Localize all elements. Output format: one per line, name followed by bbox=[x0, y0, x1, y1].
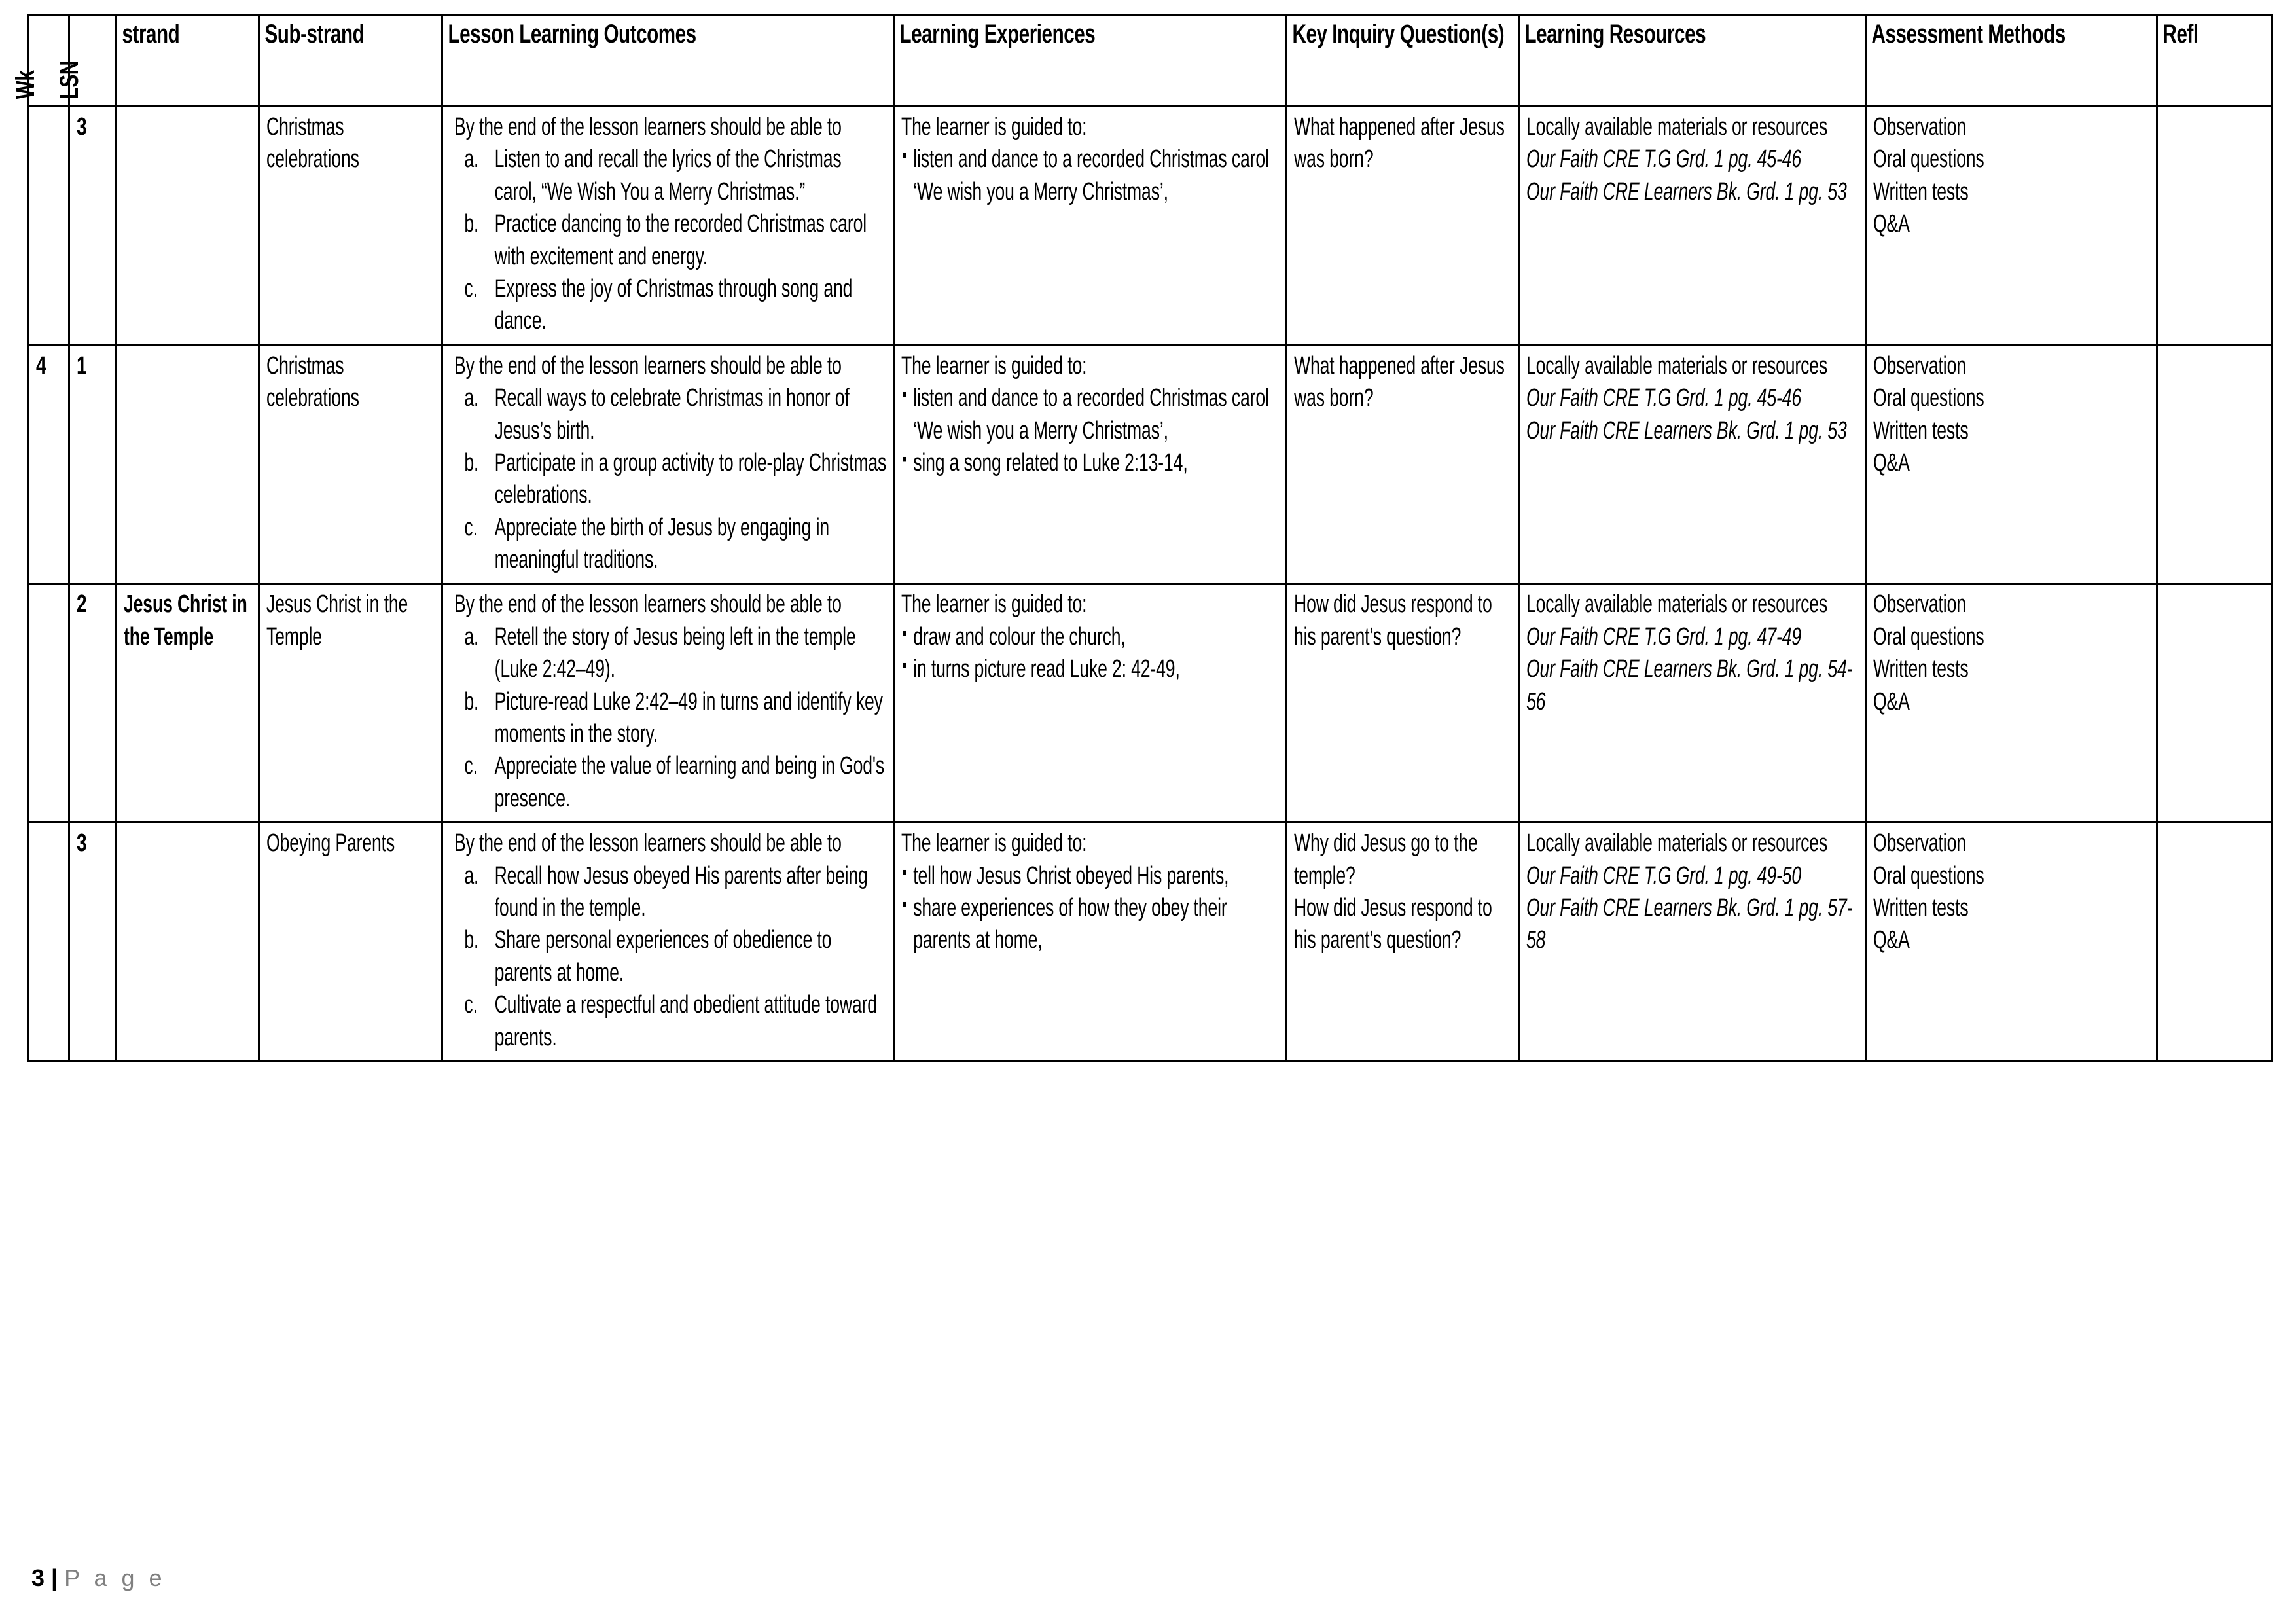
cell-reflection bbox=[2157, 823, 2272, 1062]
cell-week bbox=[29, 584, 69, 823]
assessment-method-item: Oral questions bbox=[1873, 145, 1984, 173]
inquiry-question-item: What happened after Jesus was born? bbox=[1294, 113, 1505, 173]
experiences-lead-text: The learner is guided to: bbox=[901, 590, 1087, 619]
sub-strand-value: Jesus Christ in the Temple bbox=[266, 590, 408, 651]
scheme-of-work-table bbox=[10, 14, 2273, 1062]
resources-lead-text: Locally available materials or resources bbox=[1526, 352, 1828, 380]
outcomes-list bbox=[450, 860, 888, 1054]
experience-item: ▪ draw and colour the church, bbox=[901, 621, 1281, 653]
outcome-item: Recall ways to celebrate Christmas in honor of Jesus’s birth. bbox=[494, 384, 850, 444]
outcomes-lead-text: By the end of the lesson learners should be able to bbox=[454, 352, 842, 380]
sub-strand-value: Christmas celebrations bbox=[266, 352, 359, 412]
column-header-sub-strand: Sub-strand bbox=[259, 16, 395, 107]
resource-reference: Our Faith CRE Learners Bk. Grd. 1 pg. 54-56 bbox=[1526, 655, 1853, 715]
lesson-number-value: 3 bbox=[77, 829, 87, 857]
cell-strand bbox=[117, 345, 259, 584]
table-header-row bbox=[29, 16, 2272, 107]
cell-lesson-number bbox=[69, 584, 117, 823]
cell-strand bbox=[117, 107, 259, 346]
column-header-strand: strand bbox=[117, 16, 222, 107]
column-header-learning-resources: Learning Resources bbox=[1519, 16, 1776, 107]
outcome-item: Picture-read Luke 2:42–49 in turns and identify key moments in the story. bbox=[494, 687, 883, 748]
column-header-wk: Wk bbox=[29, 16, 69, 107]
resources-lead-text: Locally available materials or resources bbox=[1526, 113, 1828, 141]
assessment-method-item: Oral questions bbox=[1873, 384, 1984, 412]
cell-learning-experiences bbox=[894, 345, 1287, 584]
experiences-list bbox=[901, 621, 1281, 686]
cell-sub-strand bbox=[259, 584, 442, 823]
page-footer bbox=[31, 1566, 166, 1590]
assessment-method-item: Written tests bbox=[1873, 893, 1969, 922]
inquiry-questions-list bbox=[1294, 111, 1513, 176]
assessment-method-item: Observation bbox=[1873, 590, 1966, 619]
footer-page-number: 3 bbox=[31, 1564, 45, 1591]
cell-key-inquiry-questions bbox=[1287, 584, 1519, 823]
assessment-method-item: Q&A bbox=[1873, 926, 1910, 954]
outcome-item: Appreciate the birth of Jesus by engaging in meaningful traditions. bbox=[494, 513, 830, 574]
experiences-list bbox=[901, 860, 1281, 957]
experience-item: ▪ share experiences of how they obey their parents at home, bbox=[901, 892, 1281, 957]
outcome-item: Listen to and recall the lyrics of the Christmas carol, “We Wish You a Merry Christmas.” bbox=[494, 145, 842, 206]
outcome-item: Appreciate the value of learning and being in God's presence. bbox=[494, 752, 884, 812]
column-header-learning-experiences: Learning Experiences bbox=[894, 16, 1185, 107]
cell-lesson-number bbox=[69, 107, 117, 346]
inquiry-questions-list bbox=[1294, 827, 1513, 957]
cell-learning-resources bbox=[1519, 345, 1866, 584]
experience-item: ▪ sing a song related to Luke 2:13-14, bbox=[901, 447, 1281, 479]
cell-assessment-methods bbox=[1866, 823, 2157, 1062]
outcome-item: Share personal experiences of obedience to parents at home. bbox=[494, 926, 832, 986]
assessment-method-item: Observation bbox=[1873, 829, 1966, 857]
experiences-list bbox=[901, 143, 1281, 208]
experience-item: ▪ listen and dance to a recorded Christmas carol ‘We wish you a Merry Christmas’, bbox=[901, 382, 1281, 447]
resource-reference: Our Faith CRE T.G Grd. 1 pg. 49-50 bbox=[1526, 861, 1802, 890]
assessment-method-item: Written tests bbox=[1873, 177, 1969, 206]
cell-lesson-learning-outcomes bbox=[442, 345, 894, 584]
cell-learning-resources bbox=[1519, 107, 1866, 346]
cell-learning-experiences bbox=[894, 107, 1287, 346]
assessment-method-item: Observation bbox=[1873, 352, 1966, 380]
cell-lesson-learning-outcomes bbox=[442, 584, 894, 823]
column-header-assessment-methods: Assessment Methods bbox=[1866, 16, 2081, 107]
experiences-lead-text: The learner is guided to: bbox=[901, 352, 1087, 380]
cell-learning-experiences bbox=[894, 823, 1287, 1062]
cell-lesson-number bbox=[69, 823, 117, 1062]
assessment-method-item: Written tests bbox=[1873, 655, 1969, 683]
assessment-method-item: Q&A bbox=[1873, 448, 1910, 477]
experience-item: ▪ listen and dance to a recorded Christmas carol ‘We wish you a Merry Christmas’, bbox=[901, 143, 1281, 208]
assessment-method-item: Q&A bbox=[1873, 210, 1910, 238]
resource-reference: Our Faith CRE T.G Grd. 1 pg. 45-46 bbox=[1526, 145, 1802, 173]
sub-strand-value: Christmas celebrations bbox=[266, 113, 359, 173]
inquiry-question-item: How did Jesus respond to his parent’s question? bbox=[1294, 590, 1492, 651]
resource-reference: Our Faith CRE Learners Bk. Grd. 1 pg. 53 bbox=[1526, 177, 1847, 206]
outcomes-list bbox=[450, 382, 888, 576]
inquiry-questions-list bbox=[1294, 350, 1513, 415]
assessment-methods-list bbox=[1873, 588, 2151, 718]
assessment-methods-list bbox=[1873, 827, 2151, 957]
experience-item: ▪ in turns picture read Luke 2: 42-49, bbox=[901, 653, 1281, 685]
resource-reference: Our Faith CRE Learners Bk. Grd. 1 pg. 57-58 bbox=[1526, 893, 1853, 954]
cell-reflection bbox=[2157, 584, 2272, 823]
outcome-item: Practice dancing to the recorded Christmas carol with excitement and energy. bbox=[494, 210, 867, 270]
cell-reflection bbox=[2157, 345, 2272, 584]
table-row bbox=[29, 823, 2272, 1062]
resources-lead-text: Locally available materials or resources bbox=[1526, 829, 1828, 857]
experience-item: ▪ tell how Jesus Christ obeyed His parents, bbox=[901, 860, 1281, 892]
inquiry-questions-list bbox=[1294, 588, 1513, 653]
table-row bbox=[29, 584, 2272, 823]
footer-separator: | bbox=[51, 1564, 58, 1591]
strand-value: Jesus Christ in the Temple bbox=[124, 590, 247, 651]
inquiry-question-item: Why did Jesus go to the temple? bbox=[1294, 829, 1478, 890]
assessment-method-item: Oral questions bbox=[1873, 861, 1984, 890]
cell-key-inquiry-questions bbox=[1287, 823, 1519, 1062]
cell-sub-strand bbox=[259, 823, 442, 1062]
assessment-method-item: Q&A bbox=[1873, 687, 1910, 715]
cell-assessment-methods bbox=[1866, 345, 2157, 584]
lesson-number-value: 3 bbox=[77, 113, 87, 141]
cell-week bbox=[29, 823, 69, 1062]
assessment-method-item: Observation bbox=[1873, 113, 1966, 141]
outcome-item: Participate in a group activity to role-play Christmas celebrations. bbox=[494, 448, 887, 509]
resource-reference: Our Faith CRE T.G Grd. 1 pg. 45-46 bbox=[1526, 384, 1802, 412]
outcome-item: Retell the story of Jesus being left in the temple (Luke 2:42–49). bbox=[494, 623, 856, 683]
lesson-number-value: 2 bbox=[77, 590, 87, 619]
resource-reference: Our Faith CRE T.G Grd. 1 pg. 47-49 bbox=[1526, 623, 1802, 651]
experiences-list bbox=[901, 382, 1281, 479]
cell-lesson-number bbox=[69, 345, 117, 584]
cell-learning-resources bbox=[1519, 823, 1866, 1062]
resources-lead-text: Locally available materials or resources bbox=[1526, 590, 1828, 619]
outcomes-lead-text: By the end of the lesson learners should be able to bbox=[454, 590, 842, 619]
cell-reflection bbox=[2157, 107, 2272, 346]
cell-strand bbox=[117, 823, 259, 1062]
cell-learning-resources bbox=[1519, 584, 1866, 823]
cell-key-inquiry-questions bbox=[1287, 345, 1519, 584]
outcome-item: Express the joy of Christmas through song and dance. bbox=[494, 274, 853, 335]
assessment-methods-list bbox=[1873, 111, 2151, 241]
outcomes-lead-text: By the end of the lesson learners should be able to bbox=[454, 113, 842, 141]
cell-assessment-methods bbox=[1866, 584, 2157, 823]
outcome-item: Cultivate a respectful and obedient attitude toward parents. bbox=[494, 991, 877, 1051]
cell-sub-strand bbox=[259, 345, 442, 584]
lesson-number-value: 1 bbox=[77, 352, 87, 380]
cell-lesson-learning-outcomes bbox=[442, 823, 894, 1062]
assessment-method-item: Oral questions bbox=[1873, 623, 1984, 651]
footer-page-word: P a g e bbox=[64, 1564, 166, 1591]
cell-strand bbox=[117, 584, 259, 823]
sub-strand-value: Obeying Parents bbox=[266, 829, 395, 857]
cell-sub-strand bbox=[259, 107, 442, 346]
outcomes-list bbox=[450, 621, 888, 815]
cell-week bbox=[29, 107, 69, 346]
assessment-method-item: Written tests bbox=[1873, 416, 1969, 444]
table-row bbox=[29, 107, 2272, 346]
cell-assessment-methods bbox=[1866, 107, 2157, 346]
experiences-lead-text: The learner is guided to: bbox=[901, 113, 1087, 141]
outcomes-list bbox=[450, 143, 888, 337]
column-header-lesson-learning-outcomes: Lesson Learning Outcomes bbox=[442, 16, 777, 107]
outcomes-lead-text: By the end of the lesson learners should be able to bbox=[454, 829, 842, 857]
table-body bbox=[29, 107, 2272, 1062]
column-header-key-inquiry-questions: Key Inquiry Question(s) bbox=[1287, 16, 1459, 107]
cell-lesson-learning-outcomes bbox=[442, 107, 894, 346]
cell-week bbox=[29, 345, 69, 584]
experiences-lead-text: The learner is guided to: bbox=[901, 829, 1087, 857]
inquiry-question-item: What happened after Jesus was born? bbox=[1294, 352, 1505, 412]
cell-learning-experiences bbox=[894, 584, 1287, 823]
resource-reference: Our Faith CRE Learners Bk. Grd. 1 pg. 53 bbox=[1526, 416, 1847, 444]
cell-key-inquiry-questions bbox=[1287, 107, 1519, 346]
inquiry-question-item: How did Jesus respond to his parent’s question? bbox=[1294, 893, 1492, 954]
column-header-lsn: LSN bbox=[69, 16, 117, 107]
column-header-reflection: Refl bbox=[2157, 16, 2242, 107]
outcome-item: Recall how Jesus obeyed His parents after being found in the temple. bbox=[494, 861, 868, 922]
week-value: 4 bbox=[36, 352, 46, 380]
assessment-methods-list bbox=[1873, 350, 2151, 480]
table-row bbox=[29, 345, 2272, 584]
